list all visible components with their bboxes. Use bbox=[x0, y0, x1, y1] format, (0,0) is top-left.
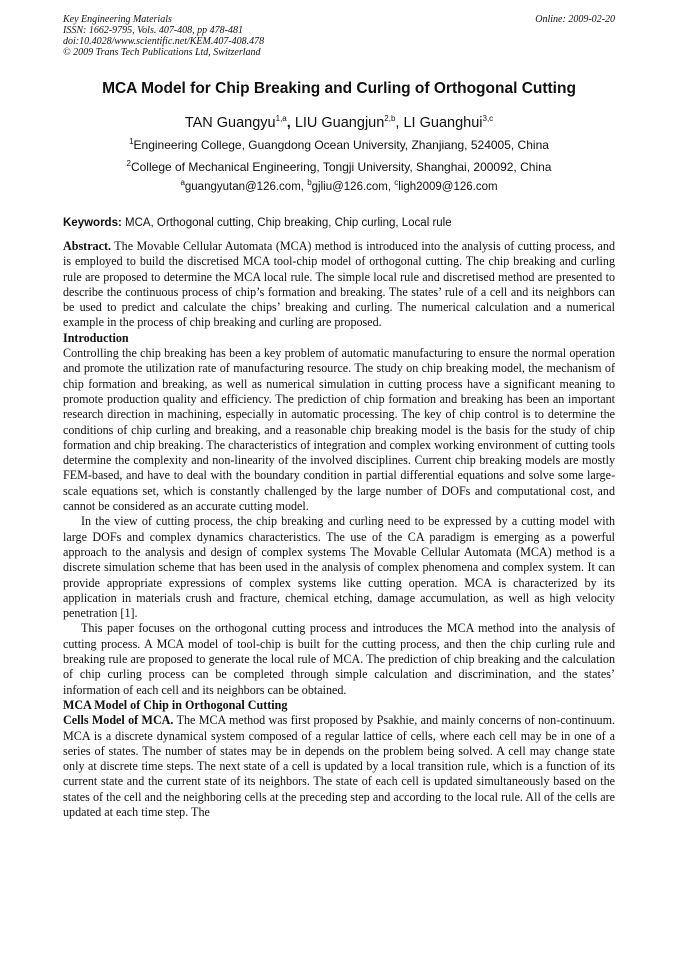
author-1: TAN Guangyu bbox=[184, 115, 276, 131]
author-2: LIU Guangjun bbox=[294, 115, 385, 131]
journal-name: Key Engineering Materials bbox=[63, 14, 172, 25]
affiliation-1: $^1$Engineering College, Guangdong Ocean University, Zhanjiang, 524005, China bbox=[129, 137, 549, 152]
abstract-label: Abstract. bbox=[63, 239, 112, 253]
copyright-line: © 2009 Trans Tech Publications Ltd, Switzerland bbox=[63, 47, 261, 58]
author-3-sup: 3,c bbox=[482, 114, 494, 124]
section-2-paragraph bbox=[63, 713, 615, 820]
intro-paragraph-3: This paper focuses on the orthogonal cutting process and introduces the MCA method into the analysis of cutting process. A MCA model of tool-chip is built for the cutting process, and then the chip curling rule and breaking rule are proposed to generate the local rule of MCA. The prediction of chip breaking and the calculation of chip curling process can be completed through simple calculation and discrimination, and the states’ information of each cell and its neighbors can be obtained. bbox=[63, 621, 615, 697]
issn-line: ISSN: 1662-9795, Vols. 407-408, pp 478-481 bbox=[63, 25, 243, 36]
section-2-heading: MCA Model of Chip in Orthogonal Cutting bbox=[63, 697, 288, 712]
paper-body bbox=[63, 239, 615, 820]
intro-paragraph-1: Controlling the chip breaking has been a key problem of automatic manufacturing to ensure the normal operation and promote the utilization rate of manufacturing resource. The study on chip breaking model, the mechanism of chip formation and breaking, as well as numerical simulation in cutting process have a significant meaning to promote production quality and efficiency. The prediction of chip formation and breaking has been an important research direction in machining, especially in automatic processing. The key of chip control is to determine the conditions of chip curling and breaking, and a reasonable chip breaking model is the basis for the study of chip formation and chip breaking. The characteristics of integration and complex working environment of cutting tools determine the complexity and non-linearity of the involved disciplines. Current chip breaking models are mostly FEM-based, and have to deal with the boundary condition in partial differential equations and solve some large-scale equations set, which is constantly challenged by the large number of DOFs and computational cost, and cannot be considered as an accurate cutting model. bbox=[63, 346, 615, 514]
keywords-text: MCA, Orthogonal cutting, Chip breaking, Chip curling, Local rule bbox=[121, 217, 452, 229]
author-3: LI Guanghui bbox=[403, 115, 483, 131]
author-2-sup: 2,b bbox=[384, 114, 396, 124]
keywords-label: Keywords: bbox=[63, 217, 122, 229]
abstract-text: The Movable Cellular Automata (MCA) method is introduced into the analysis of cutting process, and is employed to build the discretised MCA tool-chip model of orthogonal cutting. The chip breaking and curling rule are proposed to determine the MCA local rule. The simple local rule and discretised method are presented to describe the continuous process of chip’s formation and breaking. The states’ rule of a cell and its neighbors can be used to predict and calculate the chips’ breaking and curling. The numerical calculation and a numerical example in the process of chip breaking and curling are proposed. bbox=[63, 239, 615, 330]
cells-model-runin: Cells Model of MCA. bbox=[63, 713, 174, 728]
online-date: Online: 2009-02-20 bbox=[535, 14, 615, 25]
abstract bbox=[63, 239, 615, 331]
email-3: ligh2009@126.com bbox=[398, 181, 498, 193]
cells-model-text: The MCA method was first proposed by Psakhie, and mainly concerns of non-continuum. MCA is a discrete dynamical system composed of a regular lattice of cells, where each cell may be in one of a series of states. The number of states may be in depends on the problem being solved. A cell may change state only at discrete time steps. The next state of a cell is updated by a local transition rule, which is a function of its current state and the current state of its neighbors. The state of each cell is updated simultaneously based on the states of the cell and the neighboring cells at the preceding step and according to the local rule. All of the cells are updated at each time step. The bbox=[63, 713, 616, 819]
journal-header bbox=[63, 14, 615, 58]
introduction-heading: Introduction bbox=[63, 330, 129, 345]
doi-line: doi:10.4028/www.scientific.net/KEM.407-408.478 bbox=[63, 36, 265, 47]
author-emails: $^a$guangyutan@126.com, $^b$gjliu@126.com, $^c$ligh2009@126.com bbox=[180, 178, 498, 193]
affiliation-2: $^2$College of Mechanical Engineering, Tongji University, Shanghai, 200092, China bbox=[126, 159, 552, 174]
keywords bbox=[63, 217, 615, 229]
paper-title: MCA Model for Chip Breaking and Curling of Orthogonal Cutting bbox=[102, 80, 576, 97]
author-1-sup: 1,a bbox=[275, 114, 287, 124]
author-list: TAN Guangyu$^{1,a}$, LIU Guangjun$^{2,b}$, LI Guanghui$^{3,c}$ bbox=[184, 114, 494, 131]
intro-paragraph-2: In the view of cutting process, the chip breaking and curling need to be expressed by a cutting model with large DOFs and complex dynamics characteristics. The use of the CA paradigm is emerging as a powerful approach to the analysis and design of complex systems The Movable Cellular Automata (MCA) method is a discrete simulation scheme that has been used in the analysis of complex phenomena and complex system. It can provide appropriate expressions of complex systems like cutting operation. MCA is characterized by its application in materials crush and fracture, chemical etching, damage accumulation, as well as high velocity penetration [1]. bbox=[63, 514, 615, 621]
email-2: gjliu@126.com, bbox=[311, 181, 395, 193]
email-1: guangyutan@126.com, bbox=[184, 181, 308, 193]
